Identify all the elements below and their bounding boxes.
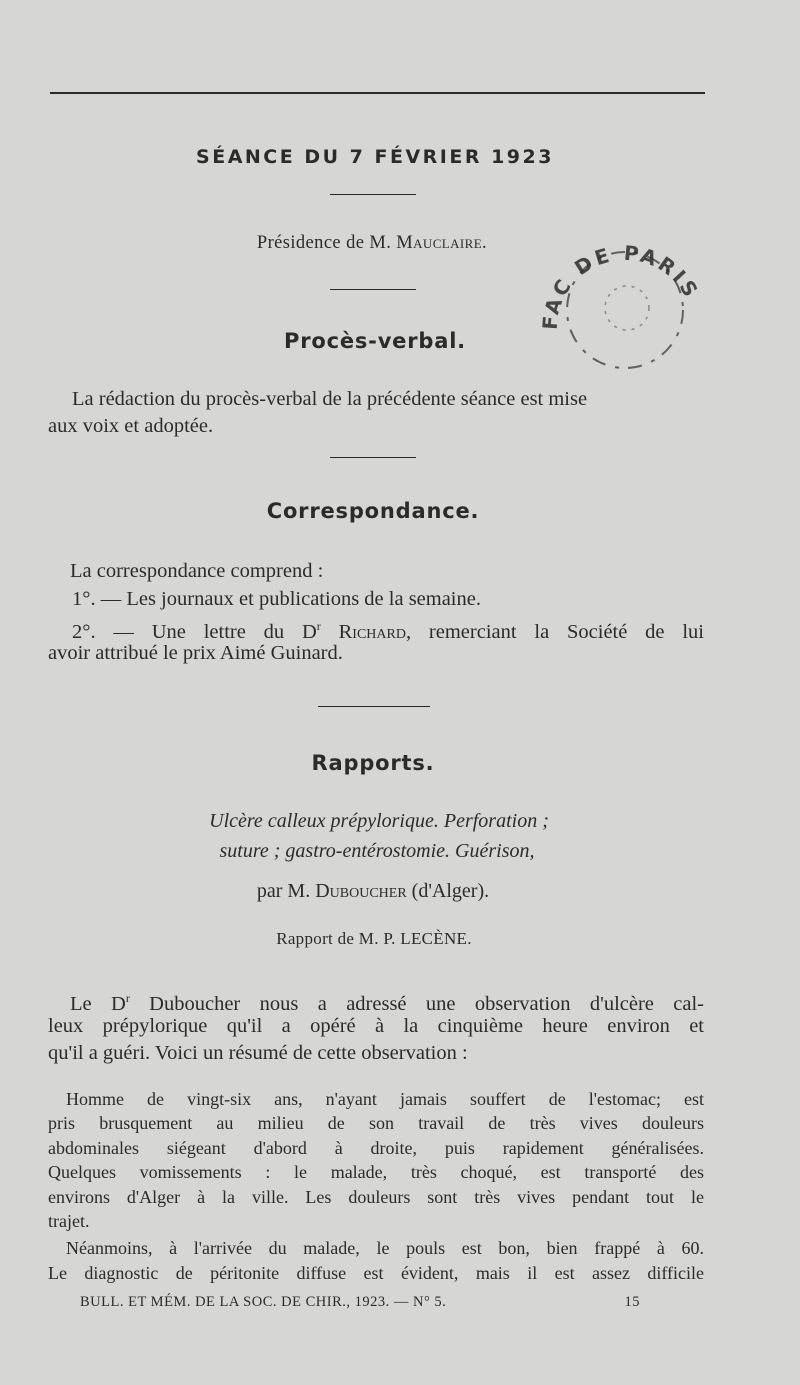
proces-verbal-text-2: [48, 413, 704, 440]
report-intro-line-2: leux prépylorique qu'il a opéré à la cinquième heure environ et: [48, 1015, 704, 1037]
report-author: par M. Duboucher (d'Alger).: [256, 880, 490, 902]
proces-verbal-heading: Procès-verbal.: [284, 329, 466, 353]
observation-line-4: Quelques vomissements : le malade, très choqué, est transporté des: [48, 1162, 704, 1182]
stamp-text: FAC DE PARIS: [537, 240, 705, 331]
report-title-line-1: Ulcère calleux prépylorique. Perforation ;: [209, 810, 549, 832]
correspondance-item-2-cont: [48, 640, 704, 667]
reporter-line: Rapport de M. P. LECÈNE.: [276, 929, 472, 948]
text-line: aux voix et adoptée.: [48, 415, 214, 437]
divider: [330, 289, 416, 290]
observation-line-6: trajet.: [48, 1211, 90, 1231]
divider: [330, 457, 416, 458]
report-title-line-2: suture ; gastro-entérostomie. Guérison,: [219, 840, 535, 862]
observation2-line-2: Le diagnostic de péritonite diffuse est évident, mais il est assez difficile: [48, 1263, 704, 1283]
correspondance-item-2: 2°. — Une lettre du $D^r$ Richard, remerciant la Société de lui: [72, 619, 704, 643]
divider: [318, 706, 430, 707]
text-line: La correspondance comprend :: [70, 560, 324, 582]
svg-text:FAC DE PARIS: [538, 241, 704, 331]
text-line: La rédaction du procès-verbal de la précédente séance est mise: [72, 388, 588, 410]
text-line: avoir attribué le prix Aimé Guinard.: [48, 642, 343, 664]
president-name: Mauclaire: [396, 233, 483, 253]
report-intro-line-1: Le $D^r$ Duboucher nous a adressé une observation d'ulcère cal-: [70, 991, 704, 1015]
correspondance-heading: Correspondance.: [266, 499, 480, 523]
session-title: SÉANCE DU 7 FÉVRIER 1923: [196, 146, 554, 168]
observation-line-2: pris brusquement au milieu de son travail de très vives douleurs: [48, 1113, 704, 1133]
page-number: 15: [624, 1294, 640, 1310]
top-rule: [50, 92, 705, 94]
library-stamp: [535, 210, 710, 380]
presidence-line: Présidence de M. Mauclaire.: [256, 233, 488, 253]
divider: [330, 194, 416, 195]
observation-line-5: environs d'Alger à la ville. Les douleurs sont très vives pendant tout le: [48, 1187, 704, 1207]
correspondance-item-1: [72, 586, 704, 613]
journal-reference: BULL. ET MÉM. DE LA SOC. DE CHIR., 1923. — N° 5.: [80, 1294, 447, 1310]
observation2-line-1: Néanmoins, à l'arrivée du malade, le pouls est bon, bien frappé à 60.: [66, 1238, 704, 1258]
correspondance-text: [70, 558, 704, 585]
observation-line-1: Homme de vingt-six ans, n'ayant jamais souffert de l'estomac; est: [66, 1089, 704, 1109]
observation-line-3: abdominales siégeant d'abord à droite, puis rapidement généralisées.: [48, 1138, 704, 1158]
report-intro-line-3: qu'il a guéri. Voici un résumé de cette observation :: [48, 1042, 468, 1064]
text-line: 1°. — Les journaux et publications de la semaine.: [72, 588, 481, 610]
proces-verbal-text: [72, 386, 704, 413]
rapports-heading: Rapports.: [311, 751, 435, 775]
